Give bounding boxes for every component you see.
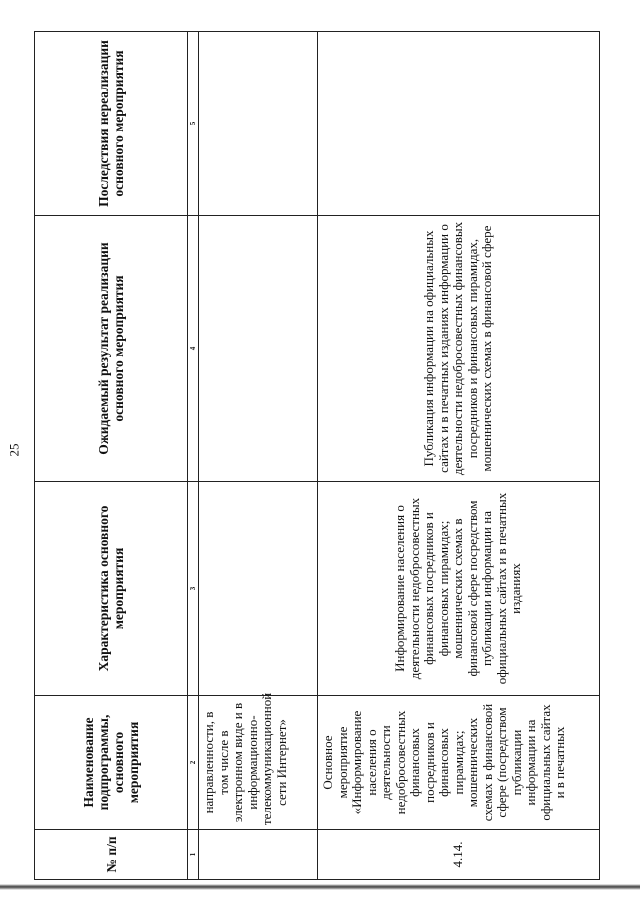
header-characteristic: Характеристика основного мероприятия	[35, 482, 188, 696]
column-number-row	[188, 32, 199, 880]
column-number: 4	[188, 216, 199, 482]
row-characteristic-cell: Информирование населения о деятельности недобросовестных финансовых посредников и финансовых пирамидах; мошеннических схемах в финансовой сфере посредством публикации информации на официальных сайтах и в печатных изданиях	[318, 482, 600, 696]
row-name-cell: направленности, в том числе в электронном виде и в информационно-телекоммуникационной сети Интернет»	[199, 696, 318, 830]
column-number: 2	[188, 696, 199, 830]
row-consequence-cell	[199, 32, 318, 216]
row-consequence-cell	[318, 32, 600, 216]
table-row	[318, 32, 600, 880]
row-characteristic-cell	[199, 482, 318, 696]
header-number: № п/п	[35, 830, 188, 880]
column-number: 1	[188, 830, 199, 880]
header-result: Ожидаемый результат реализации основного мероприятия	[35, 216, 188, 482]
program-table	[34, 31, 600, 880]
row-name-cell: Основное мероприятие «Информирование населения о деятельности недобросовестных финансовых посредников и финансовых пирамидах; мошеннических схемах в финансовой сфере (посредством публикации информации на официальных сайтах и в печатных	[318, 696, 600, 830]
row-result-cell	[199, 216, 318, 482]
scan-edge-line	[0, 884, 640, 890]
table-row	[199, 32, 318, 880]
row-result-cell: Публикация информации на официальных сайтах и в печатных изданиях информации о деятельности недобросовестных финансовых посредников и финансовых пирамидах, мошеннических схемах в финансовой сфере	[318, 216, 600, 482]
header-name: Наименование подпрограммы, основного мероприятия	[35, 696, 188, 830]
row-number-cell: 4.14.	[318, 830, 600, 880]
table-header-row	[35, 32, 188, 880]
page-number: 25	[6, 443, 21, 457]
rotated-page	[34, 32, 600, 880]
row-number-cell	[199, 830, 318, 880]
header-consequence: Последствия нереализации основного мероприятия	[35, 32, 188, 216]
column-number: 3	[188, 482, 199, 696]
column-number: 5	[188, 32, 199, 216]
